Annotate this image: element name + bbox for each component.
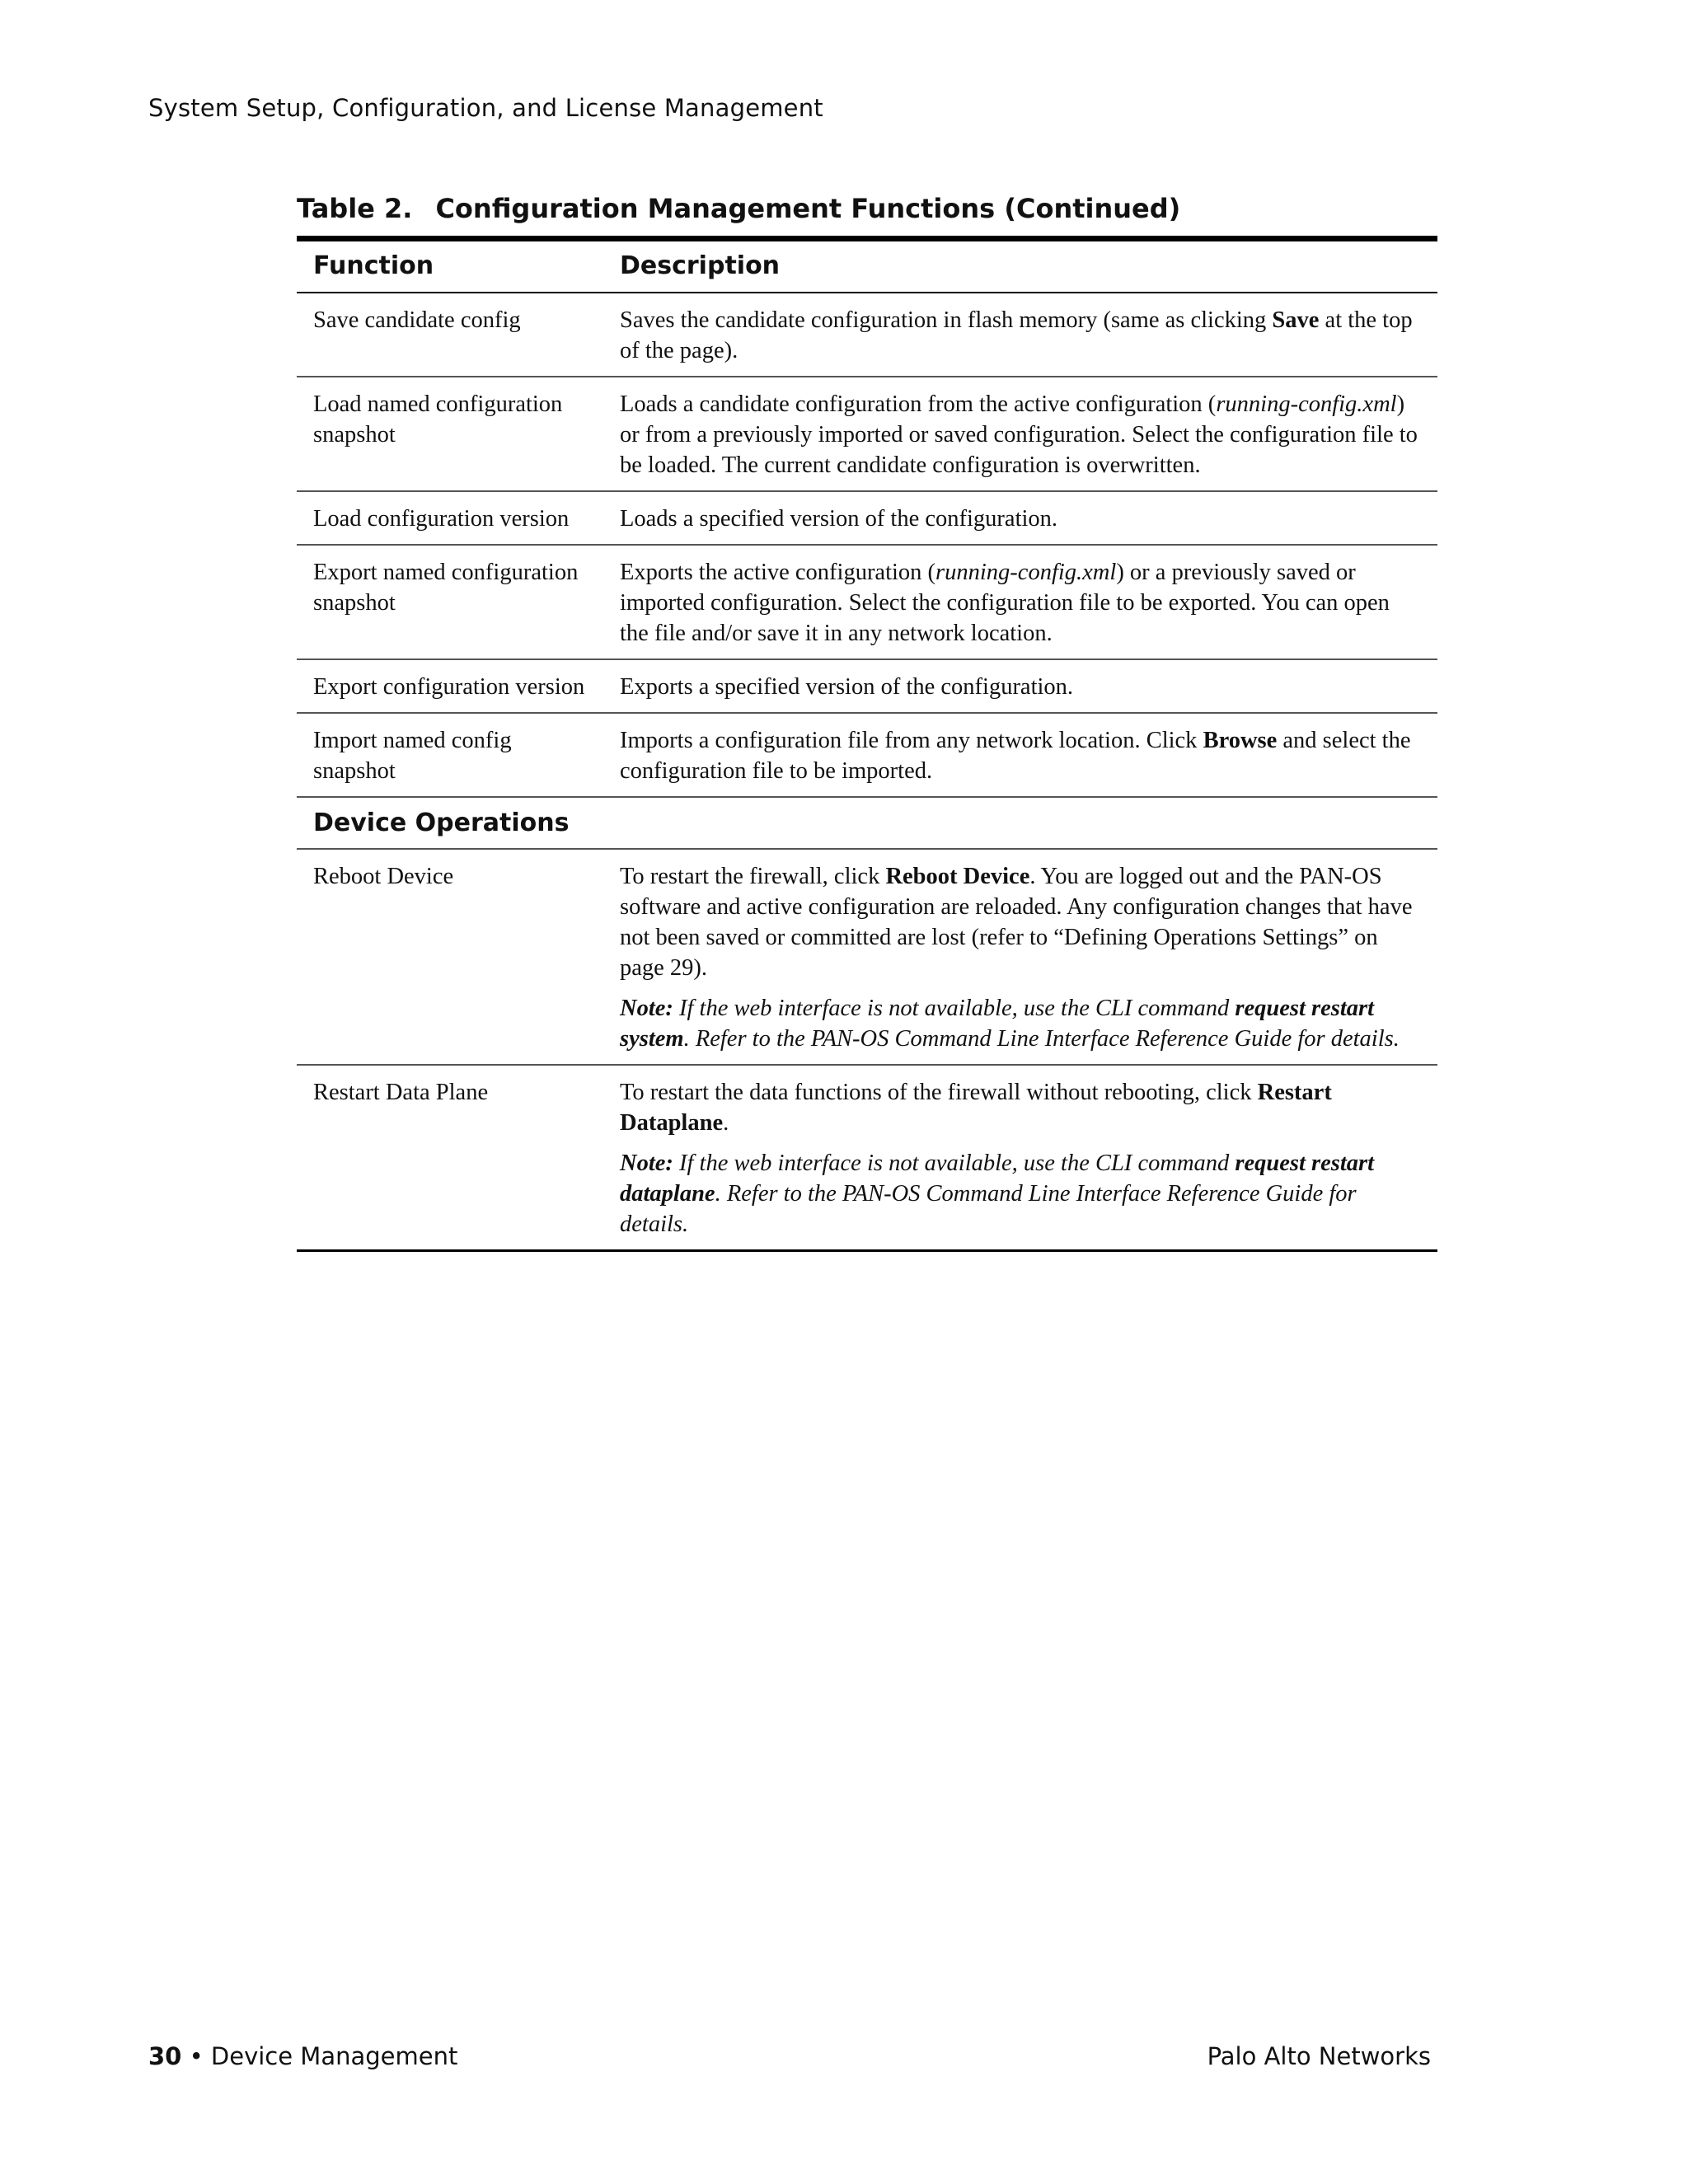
description-cell bbox=[603, 491, 1437, 545]
table-row bbox=[297, 377, 1437, 491]
bold-run: Save bbox=[1272, 307, 1320, 333]
description-text: Loads a candidate configuration from the active configuration (running-config.xml) or from a previously imported or saved configuration. Select the configuration file to be loaded. The current candidate configuration is overwritten. bbox=[620, 391, 1418, 478]
bold-run: Note: bbox=[620, 1151, 673, 1176]
column-header-function: Function bbox=[297, 239, 603, 293]
bold-run: Browse bbox=[1203, 728, 1278, 753]
column-header-description: Description bbox=[603, 239, 1437, 293]
function-cell: Export named configuration snapshot bbox=[297, 545, 603, 659]
description-cell bbox=[603, 713, 1437, 797]
table-row bbox=[297, 849, 1437, 1065]
description-cell bbox=[603, 545, 1437, 659]
description-text: Imports a configuration file from any network location. Click Browse and select the configuration file to be imported. bbox=[620, 728, 1411, 784]
description-cell bbox=[603, 293, 1437, 377]
bold-run: request restart system bbox=[620, 996, 1375, 1052]
table-row bbox=[297, 1065, 1437, 1251]
bold-run: Reboot Device bbox=[885, 864, 1030, 889]
company-name: Palo Alto Networks bbox=[1207, 2042, 1431, 2070]
table-header-row bbox=[297, 239, 1437, 293]
function-cell: Import named config snapshot bbox=[297, 713, 603, 797]
note-text: Note: If the web interface is not available, use the CLI command request restart system. Refer to the PAN-OS Command Line Interface Reference Guide for details. bbox=[620, 996, 1400, 1052]
table-caption bbox=[297, 193, 1180, 224]
table-caption-number: Table 2. bbox=[297, 193, 413, 224]
table-caption-title: Configuration Management Functions (Continued) bbox=[435, 193, 1181, 224]
table-row bbox=[297, 491, 1437, 545]
function-cell: Load configuration version bbox=[297, 491, 603, 545]
description-cell bbox=[603, 849, 1437, 1065]
italic-run: running-config.xml bbox=[1216, 391, 1397, 417]
page-number: 30 bbox=[148, 2042, 182, 2070]
function-cell: Restart Data Plane bbox=[297, 1065, 603, 1251]
running-header: System Setup, Configuration, and License Management bbox=[148, 94, 823, 122]
section-row bbox=[297, 797, 1437, 849]
footer-left bbox=[148, 2042, 457, 2070]
description-text: To restart the data functions of the firewall without rebooting, click Restart Dataplane. bbox=[620, 1080, 1332, 1136]
config-management-table bbox=[297, 236, 1437, 1252]
description-text: To restart the firewall, click Reboot Device. You are logged out and the PAN-OS software and active configuration are reloaded. Any configuration changes that have not been saved or committed are lost (refer to “Defining Operations Settings” on page 29). bbox=[620, 864, 1413, 981]
function-cell: Save candidate config bbox=[297, 293, 603, 377]
footer-bullet: • bbox=[189, 2042, 204, 2070]
description-cell bbox=[603, 659, 1437, 713]
description-cell bbox=[603, 1065, 1437, 1251]
bold-run: request restart dataplane bbox=[620, 1151, 1375, 1207]
section-title-device-operations: Device Operations bbox=[297, 797, 1437, 849]
description-text: Saves the candidate configuration in flash memory (same as clicking Save at the top of the page). bbox=[620, 307, 1413, 363]
function-cell: Export configuration version bbox=[297, 659, 603, 713]
table-row bbox=[297, 293, 1437, 377]
bold-run: Note: bbox=[620, 996, 673, 1021]
function-cell: Load named configuration snapshot bbox=[297, 377, 603, 491]
bold-run: Restart Dataplane bbox=[620, 1080, 1332, 1136]
italic-run: running-config.xml bbox=[935, 560, 1117, 585]
chapter-name: Device Management bbox=[210, 2042, 458, 2070]
function-cell: Reboot Device bbox=[297, 849, 603, 1065]
description-text: Exports a specified version of the configuration. bbox=[620, 674, 1074, 700]
table-row bbox=[297, 545, 1437, 659]
description-text: Exports the active configuration (running-config.xml) or a previously saved or imported configuration. Select the configuration file to be exported. You can open the file and/or save it in any network location. bbox=[620, 560, 1390, 646]
description-cell bbox=[603, 377, 1437, 491]
table-row bbox=[297, 659, 1437, 713]
note-text: Note: If the web interface is not available, use the CLI command request restart dataplane. Refer to the PAN-OS Command Line Interface Reference Guide for details. bbox=[620, 1151, 1375, 1237]
table-row bbox=[297, 713, 1437, 797]
description-text: Loads a specified version of the configuration. bbox=[620, 506, 1058, 532]
